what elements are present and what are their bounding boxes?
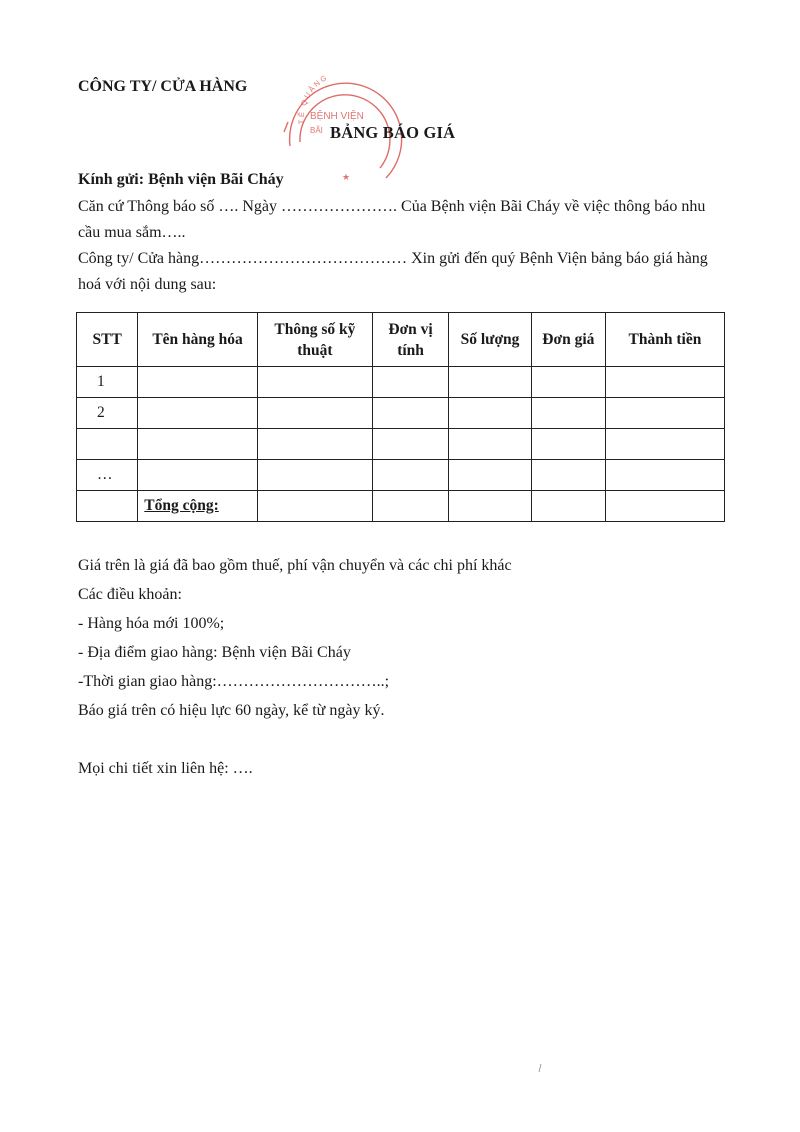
stray-mark xyxy=(537,1063,543,1073)
header-quantity: Số lượng xyxy=(449,313,532,367)
intro-paragraph: Công ty/ Cửa hàng………………………………… Xin gửi đến quý Bệnh Viện bảng báo giá hàng hoá với nội dung sau: xyxy=(78,250,708,293)
total-label: Tổng cộng: xyxy=(138,491,258,522)
cell-quantity xyxy=(449,367,532,398)
cell-specifications xyxy=(257,367,372,398)
quotation-table xyxy=(76,312,725,522)
stamp-line1: BỆNH VIỆN xyxy=(310,111,364,122)
svg-text:★: ★ xyxy=(342,172,351,182)
cell-amount xyxy=(605,398,724,429)
table-row xyxy=(77,460,725,491)
header-unit-price: Đơn giá xyxy=(531,313,605,367)
contact-line: Mọi chi tiết xin liên hệ: …. xyxy=(78,760,253,777)
recipient-line: Kính gửi: Bệnh viện Bãi Cháy xyxy=(78,171,284,188)
term-new-goods: - Hàng hóa mới 100%; xyxy=(78,615,225,632)
cell-unit xyxy=(372,460,448,491)
cell-unit xyxy=(372,429,448,460)
cell-stt xyxy=(77,429,138,460)
cell-unit xyxy=(372,398,448,429)
document-title: BẢNG BÁO GIÁ xyxy=(330,123,456,142)
cell-unit-price xyxy=(531,398,605,429)
cell-stt: 2 xyxy=(77,398,138,429)
cell-specifications xyxy=(257,429,372,460)
terms-heading: Các điều khoản: xyxy=(78,586,182,603)
cell-unit xyxy=(372,491,448,522)
cell-stt: … xyxy=(77,460,138,491)
cell-unit xyxy=(372,367,448,398)
cell-quantity xyxy=(449,429,532,460)
cell-product-name xyxy=(138,429,258,460)
cell-stt: 1 xyxy=(77,367,138,398)
cell-specifications xyxy=(257,398,372,429)
validity-note: Báo giá trên có hiệu lực 60 ngày, kể từ ngày ký. xyxy=(78,702,385,719)
term-delivery-time: -Thời gian giao hàng:…………………………..; xyxy=(78,673,390,690)
stamp-line2: BÃI xyxy=(310,126,323,135)
header-product-name: Tên hàng hóa xyxy=(138,313,258,367)
cell-product-name xyxy=(138,398,258,429)
header-stt: STT xyxy=(77,313,138,367)
cell-unit-price xyxy=(531,367,605,398)
cell-unit-price xyxy=(531,429,605,460)
term-delivery-location: - Địa điểm giao hàng: Bệnh viện Bãi Cháy xyxy=(78,644,351,661)
table-total-row xyxy=(77,491,725,522)
price-inclusion-note: Giá trên là giá đã bao gồm thuế, phí vận chuyển và các chi phí khác xyxy=(78,557,512,574)
cell-specifications xyxy=(257,491,372,522)
cell-product-name xyxy=(138,460,258,491)
cell-unit-price xyxy=(531,491,605,522)
stamp-arc-text: TẾ QUẢNG xyxy=(296,72,330,125)
table-header-row xyxy=(77,313,725,367)
cell-quantity xyxy=(449,491,532,522)
cell-unit-price xyxy=(531,460,605,491)
header-unit: Đơn vị tính xyxy=(372,313,448,367)
cell-amount xyxy=(605,491,724,522)
table-row xyxy=(77,429,725,460)
cell-specifications xyxy=(257,460,372,491)
header-specifications: Thông số kỹ thuật xyxy=(257,313,372,367)
company-heading: CÔNG TY/ CỬA HÀNG xyxy=(78,78,248,95)
cell-product-name xyxy=(138,367,258,398)
table-row xyxy=(77,398,725,429)
terms-section xyxy=(78,551,512,725)
reference-paragraph: Căn cứ Thông báo số …. Ngày …………………. Của Bệnh viện Bãi Cháy về việc thông báo nhu cầu mua sắm….. xyxy=(78,198,706,241)
table-row xyxy=(77,367,725,398)
cell-stt xyxy=(77,491,138,522)
cell-quantity xyxy=(449,460,532,491)
cell-amount xyxy=(605,460,724,491)
cell-amount xyxy=(605,429,724,460)
header-amount: Thành tiền xyxy=(605,313,724,367)
cell-amount xyxy=(605,367,724,398)
cell-quantity xyxy=(449,398,532,429)
